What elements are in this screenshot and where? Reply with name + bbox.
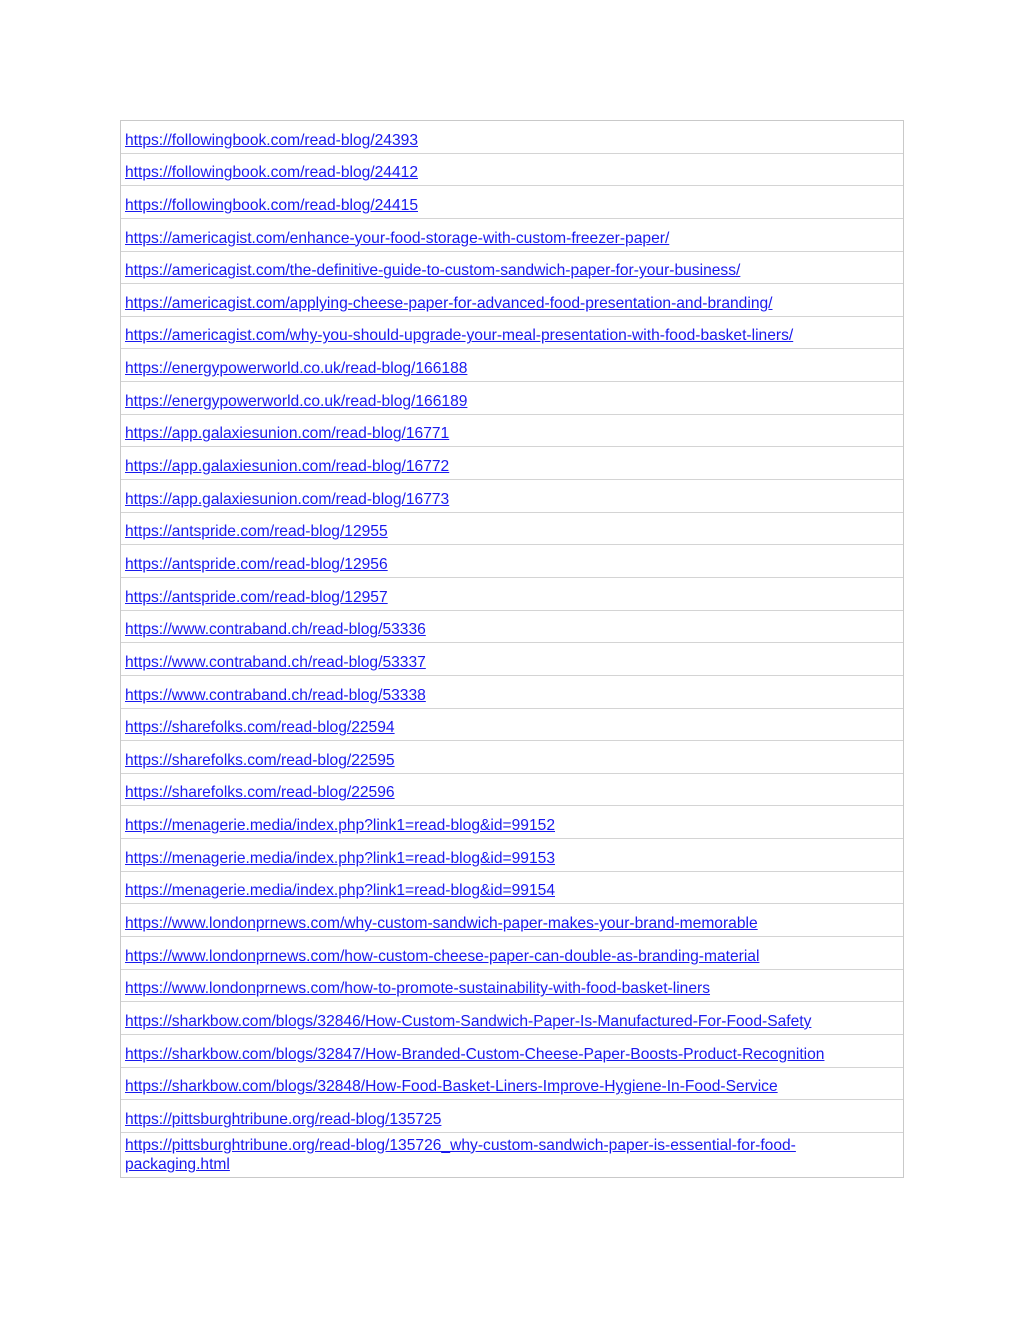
link[interactable]: https://app.galaxiesunion.com/read-blog/16773 bbox=[125, 490, 450, 508]
table-row bbox=[121, 480, 903, 513]
table-row bbox=[121, 382, 903, 415]
link[interactable]: https://sharkbow.com/blogs/32847/How-Branded-Custom-Cheese-Paper-Boosts-Product-Recognition bbox=[125, 1045, 825, 1063]
table-row bbox=[121, 1133, 903, 1177]
link[interactable]: https://pittsburghtribune.org/read-blog/135726_why-custom-sandwich-paper-is-essential-for-food-packaging.html bbox=[125, 1136, 796, 1174]
link[interactable]: https://www.londonprnews.com/why-custom-sandwich-paper-makes-your-brand-memorable bbox=[125, 915, 758, 933]
table-row bbox=[121, 806, 903, 839]
link[interactable]: https://www.contraband.ch/read-blog/53338 bbox=[125, 686, 426, 704]
table-row bbox=[121, 709, 903, 742]
table-row bbox=[121, 415, 903, 448]
table-row bbox=[121, 741, 903, 774]
table-row bbox=[121, 937, 903, 970]
table-row bbox=[121, 252, 903, 285]
table-row bbox=[121, 904, 903, 937]
link[interactable]: https://menagerie.media/index.php?link1=read-blog&id=99152 bbox=[125, 817, 555, 835]
table-row bbox=[121, 676, 903, 709]
table-row bbox=[121, 970, 903, 1003]
table-row bbox=[121, 219, 903, 252]
table-row bbox=[121, 611, 903, 644]
link[interactable]: https://sharkbow.com/blogs/32848/How-Food-Basket-Liners-Improve-Hygiene-In-Food-Service bbox=[125, 1078, 778, 1096]
link[interactable]: https://www.londonprnews.com/how-custom-cheese-paper-can-double-as-branding-material bbox=[125, 947, 760, 965]
link[interactable]: https://www.contraband.ch/read-blog/53337 bbox=[125, 653, 426, 671]
table-row bbox=[121, 513, 903, 546]
link[interactable]: https://antspride.com/read-blog/12957 bbox=[125, 588, 388, 606]
table-row bbox=[121, 839, 903, 872]
table-row bbox=[121, 1002, 903, 1035]
link[interactable]: https://menagerie.media/index.php?link1=read-blog&id=99154 bbox=[125, 882, 555, 900]
link[interactable]: https://americagist.com/applying-cheese-paper-for-advanced-food-presentation-and-branding/ bbox=[125, 294, 773, 312]
table-row bbox=[121, 643, 903, 676]
table-row bbox=[121, 349, 903, 382]
link[interactable]: https://americagist.com/the-definitive-guide-to-custom-sandwich-paper-for-your-business/ bbox=[125, 262, 741, 280]
link[interactable]: https://sharkbow.com/blogs/32846/How-Custom-Sandwich-Paper-Is-Manufactured-For-Food-Safety bbox=[125, 1012, 812, 1030]
table-row bbox=[121, 186, 903, 219]
table-row bbox=[121, 317, 903, 350]
link[interactable]: https://antspride.com/read-blog/12955 bbox=[125, 523, 388, 541]
link[interactable]: https://sharefolks.com/read-blog/22595 bbox=[125, 751, 395, 769]
link[interactable]: https://energypowerworld.co.uk/read-blog/166188 bbox=[125, 360, 468, 378]
link[interactable]: https://followingbook.com/read-blog/24415 bbox=[125, 196, 418, 214]
link[interactable]: https://americagist.com/why-you-should-upgrade-your-meal-presentation-with-food-basket-liners/ bbox=[125, 327, 794, 345]
link[interactable]: https://followingbook.com/read-blog/24393 bbox=[125, 131, 418, 149]
table-row bbox=[121, 545, 903, 578]
table-row bbox=[121, 284, 903, 317]
link[interactable]: https://app.galaxiesunion.com/read-blog/16771 bbox=[125, 425, 450, 443]
table-row bbox=[121, 774, 903, 807]
link[interactable]: https://pittsburghtribune.org/read-blog/135725 bbox=[125, 1110, 442, 1128]
link[interactable]: https://americagist.com/enhance-your-food-storage-with-custom-freezer-paper/ bbox=[125, 229, 670, 247]
link[interactable]: https://sharefolks.com/read-blog/22594 bbox=[125, 719, 395, 737]
link[interactable]: https://www.londonprnews.com/how-to-promote-sustainability-with-food-basket-liners bbox=[125, 980, 711, 998]
link[interactable]: https://menagerie.media/index.php?link1=read-blog&id=99153 bbox=[125, 849, 555, 867]
table-row bbox=[121, 1068, 903, 1101]
table-row bbox=[121, 1100, 903, 1133]
link-table bbox=[120, 120, 904, 1178]
link[interactable]: https://app.galaxiesunion.com/read-blog/16772 bbox=[125, 458, 450, 476]
table-row bbox=[121, 447, 903, 480]
link[interactable]: https://followingbook.com/read-blog/24412 bbox=[125, 164, 418, 182]
table-row bbox=[121, 121, 903, 154]
link[interactable]: https://sharefolks.com/read-blog/22596 bbox=[125, 784, 395, 802]
table-row bbox=[121, 872, 903, 905]
link[interactable]: https://www.contraband.ch/read-blog/53336 bbox=[125, 621, 426, 639]
link[interactable]: https://energypowerworld.co.uk/read-blog/166189 bbox=[125, 392, 468, 410]
table-row bbox=[121, 578, 903, 611]
link[interactable]: https://antspride.com/read-blog/12956 bbox=[125, 555, 388, 573]
table-row bbox=[121, 1035, 903, 1068]
table-row bbox=[121, 154, 903, 187]
